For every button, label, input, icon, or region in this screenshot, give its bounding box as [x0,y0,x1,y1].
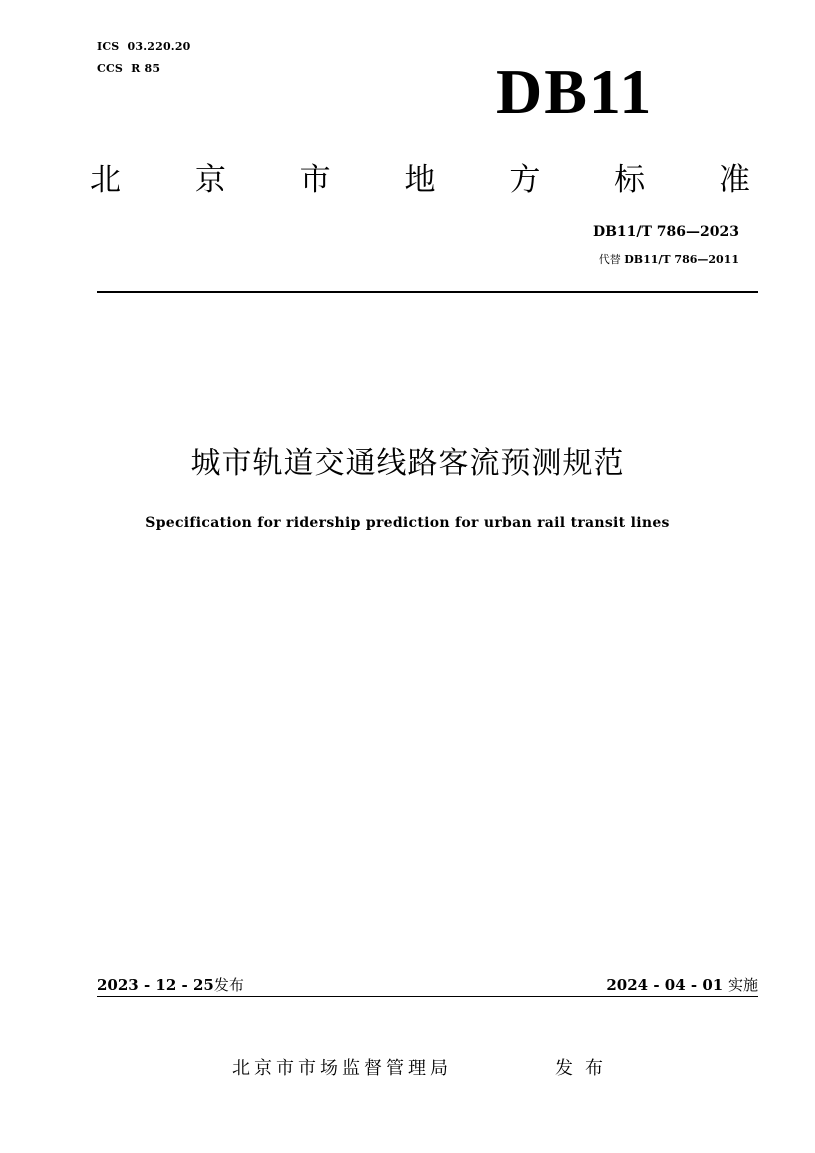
replaces-standard [599,251,739,267]
document-title-english: Specification for ridership prediction for urban rail transit lines [145,515,670,531]
publish-date-line [97,974,244,995]
standard-type-heading [90,160,750,200]
publish-label: 发布 [213,976,244,994]
ccs-code: CCS R 85 [97,62,161,75]
standard-type-char: 准 [718,162,750,198]
header-divider [97,291,758,293]
standard-type-char: 北 [90,162,121,198]
standard-type-char: 市 [299,162,331,198]
implement-label: 实施 [727,976,758,994]
document-title-chinese: 城市轨道交通线路客流预测规范 [190,446,625,481]
publish-date: 2023 - 12 - 25 [97,976,214,994]
standard-number: DB11/T 786—2023 [592,224,739,240]
ics-code: ICS 03.220.20 [97,40,191,53]
replaces-prefix: 代替 [598,253,621,266]
issuing-authority: 北京市市场监督管理局 [232,1058,452,1079]
standard-logo: DB11 [496,56,654,127]
implement-date: 2024 - 04 - 01 [606,976,724,994]
replaces-number: DB11/T 786—2011 [624,253,739,266]
standard-type-char: 京 [194,162,226,198]
issue-label: 发布 [555,1058,615,1079]
footer-divider [97,996,758,997]
standard-type-char: 地 [404,162,436,198]
standard-type-char: 方 [509,162,541,198]
standard-type-char: 标 [614,162,646,198]
implement-date-line [606,974,758,995]
